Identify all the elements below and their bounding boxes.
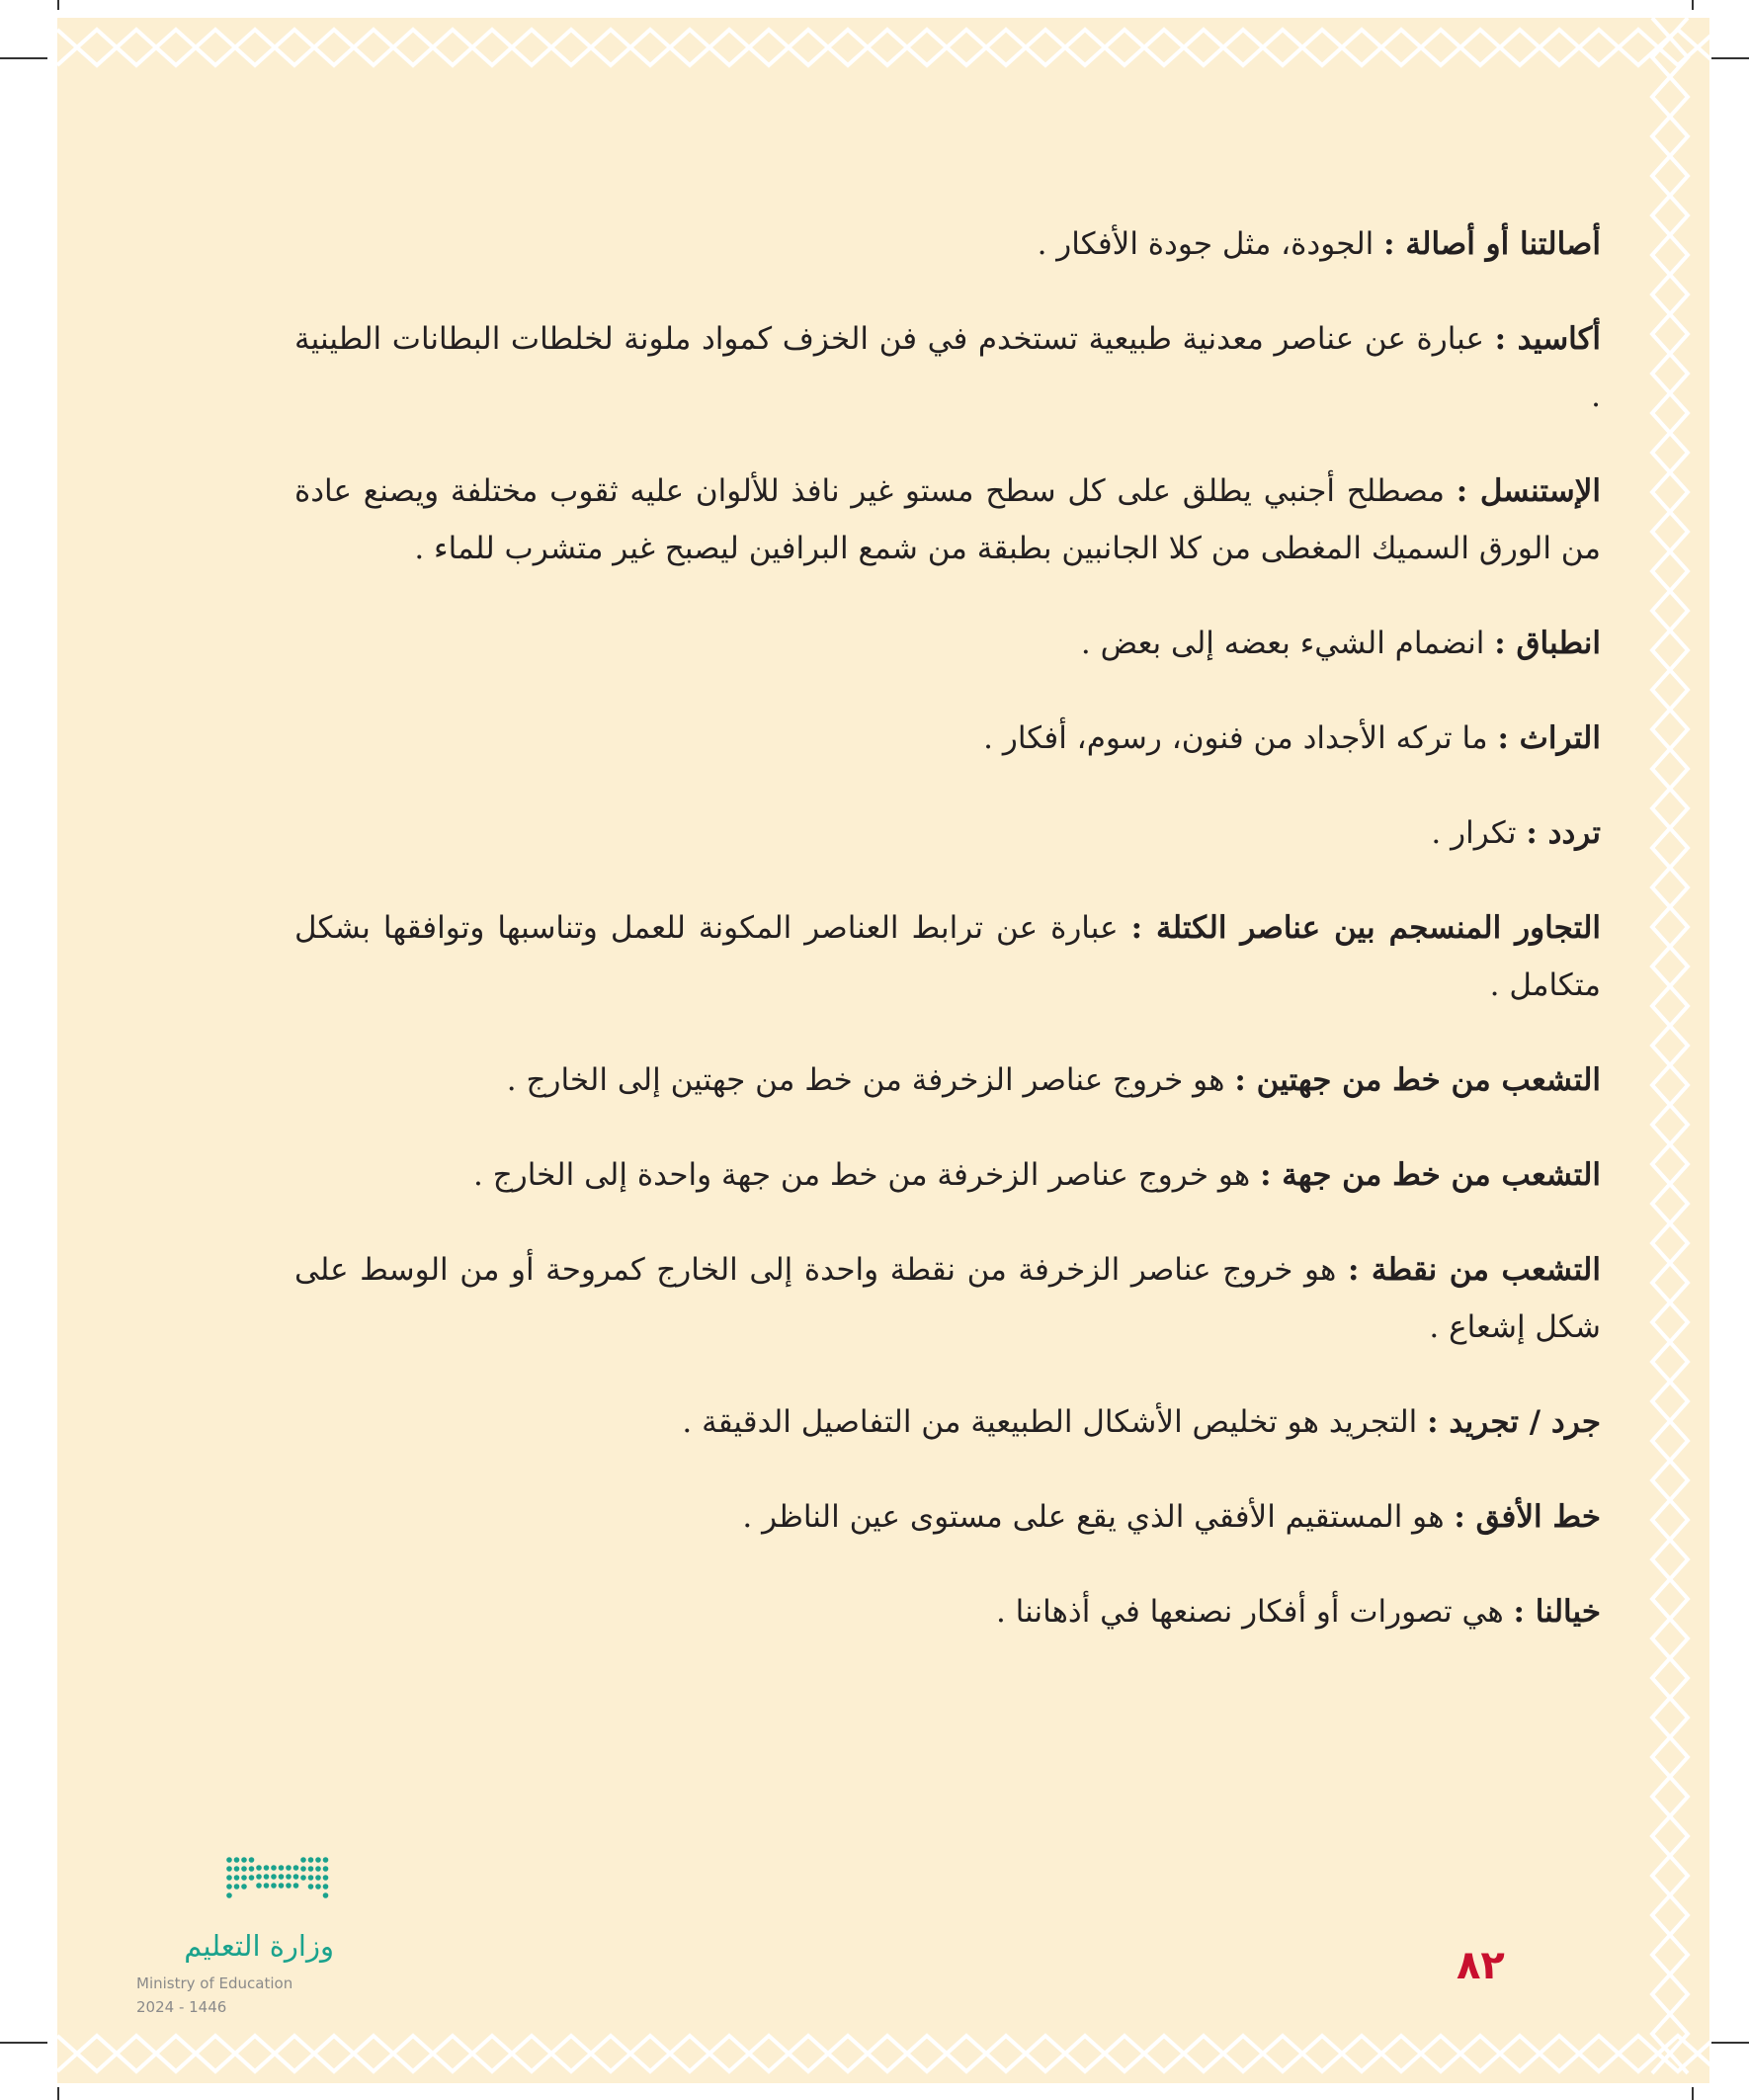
glossary-entry — [294, 1051, 1601, 1109]
glossary-term: التشعب من نقطة : — [1347, 1252, 1601, 1288]
glossary-entry — [294, 1241, 1601, 1356]
glossary-term: التجاور المنسجم بين عناصر الكتلة : — [1130, 910, 1601, 946]
glossary-term: جرد / تجريد : — [1427, 1404, 1601, 1440]
glossary-entry — [294, 804, 1601, 862]
crop-mark-top-right-v — [1692, 0, 1694, 10]
crop-mark-top-left-h — [0, 57, 47, 59]
glossary-definition: عبارة عن عناصر معدنية طبيعية تستخدم في فن الخزف كمواد ملونة لخلطات البطانات الطينية . — [294, 321, 1601, 414]
glossary-term: التراث : — [1497, 720, 1601, 756]
logo-dots-icon — [225, 1854, 334, 1913]
glossary-term: الإستنسل : — [1456, 473, 1602, 509]
glossary-entry — [294, 215, 1601, 273]
glossary-term: خيالنا : — [1513, 1594, 1601, 1630]
logo-english-text: Ministry of Education — [136, 1974, 293, 1992]
glossary-term: التشعب من خط من جهتين : — [1234, 1062, 1601, 1098]
crop-mark-bottom-left-v — [57, 2087, 59, 2100]
glossary-term: التشعب من خط من جهة : — [1260, 1157, 1601, 1193]
glossary-definition: مصطلح أجنبي يطلق على كل سطح مستو غير نافذ للألوان عليه ثقوب مختلفة ويصنع عادة من الورق السميك المغطى من كلا الجانبين بطبقة من شمع البرافين ليصبح غير متشرب للماء . — [294, 473, 1601, 566]
crop-mark-bottom-right-v — [1692, 2087, 1694, 2100]
glossary-entry — [294, 1146, 1601, 1204]
crop-mark-bottom-left-h — [0, 2042, 47, 2044]
glossary-term: أصالتنا أو أصالة : — [1383, 226, 1601, 262]
glossary-entry — [294, 710, 1601, 767]
page-number: ٨٢ — [1457, 1943, 1505, 1988]
logo-arabic-text: وزارة التعليم — [184, 1929, 334, 1963]
crop-mark-top-left-v — [57, 0, 59, 10]
glossary-term: خط الأفق : — [1454, 1499, 1601, 1535]
ministry-logo — [97, 1854, 334, 2052]
glossary-entry — [294, 615, 1601, 672]
glossary-list — [294, 215, 1601, 1678]
glossary-definition: هو خروج عناصر الزخرفة من خط من جهتين إلى الخارج . — [506, 1062, 1235, 1098]
glossary-definition: هو خروج عناصر الزخرفة من نقطة واحدة إلى الخارج كمروحة أو من الوسط على شكل إشعاع . — [294, 1252, 1601, 1345]
crop-mark-bottom-right-h — [1711, 2042, 1749, 2044]
glossary-definition: هو المستقيم الأفقي الذي يقع على مستوى عين الناظر . — [742, 1499, 1455, 1535]
glossary-entry — [294, 1393, 1601, 1451]
logo-year-text: 2024 - 1446 — [136, 1998, 227, 2016]
glossary-definition: هي تصورات أو أفكار نصنعها في أذهاننا . — [995, 1594, 1514, 1630]
glossary-definition: الجودة، مثل جودة الأفكار . — [1037, 226, 1384, 262]
glossary-entry — [294, 1488, 1601, 1546]
glossary-entry — [294, 462, 1601, 577]
glossary-definition: عبارة عن ترابط العناصر المكونة للعمل وتناسبها وتوافقها بشكل متكامل . — [294, 910, 1601, 1003]
glossary-definition: ما تركه الأجداد من فنون، رسوم، أفكار . — [983, 720, 1498, 756]
glossary-definition: تكرار . — [1431, 815, 1527, 851]
glossary-definition: التجريد هو تخليص الأشكال الطبيعية من التفاصيل الدقيقة . — [682, 1404, 1428, 1440]
glossary-term: انطباق : — [1494, 626, 1601, 661]
glossary-term: أكاسيد : — [1494, 321, 1602, 357]
crop-mark-top-right-h — [1711, 57, 1749, 59]
glossary-entry — [294, 899, 1601, 1014]
page — [57, 18, 1709, 2083]
glossary-definition: انضمام الشيء بعضه إلى بعض . — [1080, 626, 1495, 661]
glossary-entry — [294, 1583, 1601, 1640]
glossary-definition: هو خروج عناصر الزخرفة من خط من جهة واحدة إلى الخارج . — [473, 1157, 1261, 1193]
glossary-entry — [294, 310, 1601, 425]
glossary-term: تردد : — [1526, 815, 1601, 851]
